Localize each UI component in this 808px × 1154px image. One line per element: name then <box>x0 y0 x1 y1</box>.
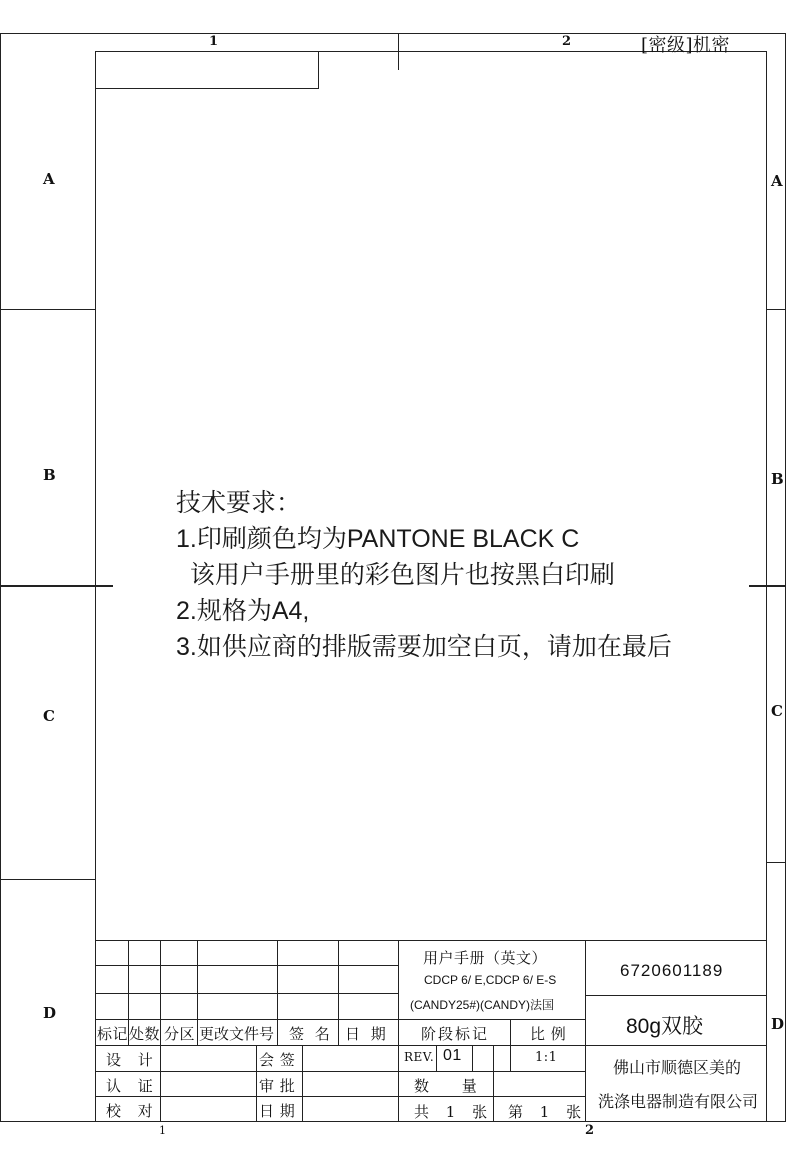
tb-header-mark: 标记 <box>97 1025 129 1043</box>
tb-vline <box>338 940 339 1045</box>
tb-line <box>95 1096 585 1097</box>
tb-company-line-1: 佛山市顺德区美的 <box>613 1058 742 1077</box>
tb-vline <box>472 1045 473 1071</box>
zone-label-left-d: D <box>43 1004 57 1022</box>
technical-requirements <box>176 485 672 665</box>
outer-frame-left <box>0 33 1 1122</box>
tb-role-design: 设 计 <box>106 1051 159 1069</box>
tb-doc-models: CDCP 6/ E,CDCP 6/ E-S <box>424 973 557 987</box>
right-zone-divider-cd <box>766 862 786 863</box>
tb-vline <box>436 1045 437 1071</box>
notes-line-3: 2.规格为A4, <box>176 597 310 625</box>
tb-material: 80g双胶 <box>626 1015 704 1038</box>
tb-vline <box>510 1019 511 1071</box>
bottom-col-marker-2: 2 <box>585 1123 595 1138</box>
tb-vline <box>160 940 161 1121</box>
zone-label-right-a: A <box>771 172 783 190</box>
bottom-col-marker-1: 1 <box>159 1124 166 1137</box>
tb-line <box>95 1019 585 1020</box>
tb-line <box>585 995 767 996</box>
top-left-box-right <box>318 51 319 89</box>
zone-label-right-b: B <box>771 470 784 488</box>
tb-header-count: 处数 <box>129 1025 161 1043</box>
tb-scale-label: 比 例 <box>530 1025 567 1043</box>
tb-line <box>95 1071 585 1072</box>
tb-line <box>95 965 398 966</box>
tb-line <box>95 993 398 994</box>
tb-header-change-doc: 更改文件号 <box>199 1025 275 1043</box>
tb-role-certify: 认 证 <box>106 1077 159 1095</box>
notes-line-4: 3.如供应商的排版需要加空白页，请加在最后 <box>176 633 672 661</box>
notes-title: 技术要求： <box>176 489 302 517</box>
tb-vline <box>493 1045 494 1121</box>
tb-header-signature: 签 名 <box>289 1025 333 1043</box>
tb-quantity-label: 数 量 <box>414 1077 491 1095</box>
tb-header-date: 日 期 <box>345 1025 389 1043</box>
zone-label-left-c: C <box>43 707 55 725</box>
tb-vline <box>302 1045 303 1121</box>
tb-vline <box>398 940 399 1121</box>
top-col-marker-2: 2 <box>562 34 572 49</box>
top-left-box-bottom <box>95 88 319 89</box>
tb-stage-label: 阶段标记 <box>421 1025 490 1043</box>
security-level: [密级]机密 <box>641 35 731 56</box>
notes-line-2: 该用户手册里的彩色图片也按黑白印刷 <box>176 561 615 589</box>
tb-doc-title: 用户手册（英文） <box>423 949 548 967</box>
zone-label-right-c: C <box>771 702 783 720</box>
tb-rev-value: 01 <box>443 1047 462 1064</box>
tb-company-line-2: 洗涤电器制造有限公司 <box>598 1092 759 1111</box>
left-zone-divider-cd <box>0 879 96 880</box>
right-center-mark <box>749 585 786 587</box>
tb-sign-date: 日 期 <box>259 1102 296 1120</box>
tb-sign-approve: 审 批 <box>259 1077 296 1095</box>
tb-vline <box>277 940 278 1045</box>
zone-label-right-d: D <box>771 1015 785 1033</box>
tb-vline <box>197 940 198 1045</box>
tb-part-number: 6720601189 <box>620 961 724 980</box>
tb-vline <box>256 1045 257 1121</box>
tb-header-zone: 分区 <box>164 1025 196 1043</box>
tb-rev-label: REV. <box>404 1050 435 1064</box>
top-column-divider <box>398 33 399 70</box>
zone-label-left-a: A <box>43 170 55 188</box>
tb-vline <box>585 940 586 1121</box>
zone-label-left-b: B <box>43 466 56 484</box>
top-col-marker-1: 1 <box>209 34 219 49</box>
right-zone-divider-ab <box>766 309 786 310</box>
tb-role-check: 校 对 <box>106 1102 159 1120</box>
outer-frame-right <box>785 33 786 1122</box>
notes-line-1: 1.印刷颜色均为PANTONE BLACK C <box>176 525 580 553</box>
tb-sheet-number: 第 1 张 <box>508 1103 588 1121</box>
tb-sheets-total: 共 1 张 <box>414 1103 494 1121</box>
tb-doc-brand: (CANDY25#)(CANDY)法国 <box>410 998 555 1012</box>
left-zone-divider-ab <box>0 309 96 310</box>
left-center-mark <box>0 585 113 587</box>
tb-sign-countersign: 会 签 <box>259 1051 296 1069</box>
tb-line <box>95 1045 767 1046</box>
tb-scale-value: 1:1 <box>535 1050 558 1065</box>
tb-line <box>95 940 767 941</box>
